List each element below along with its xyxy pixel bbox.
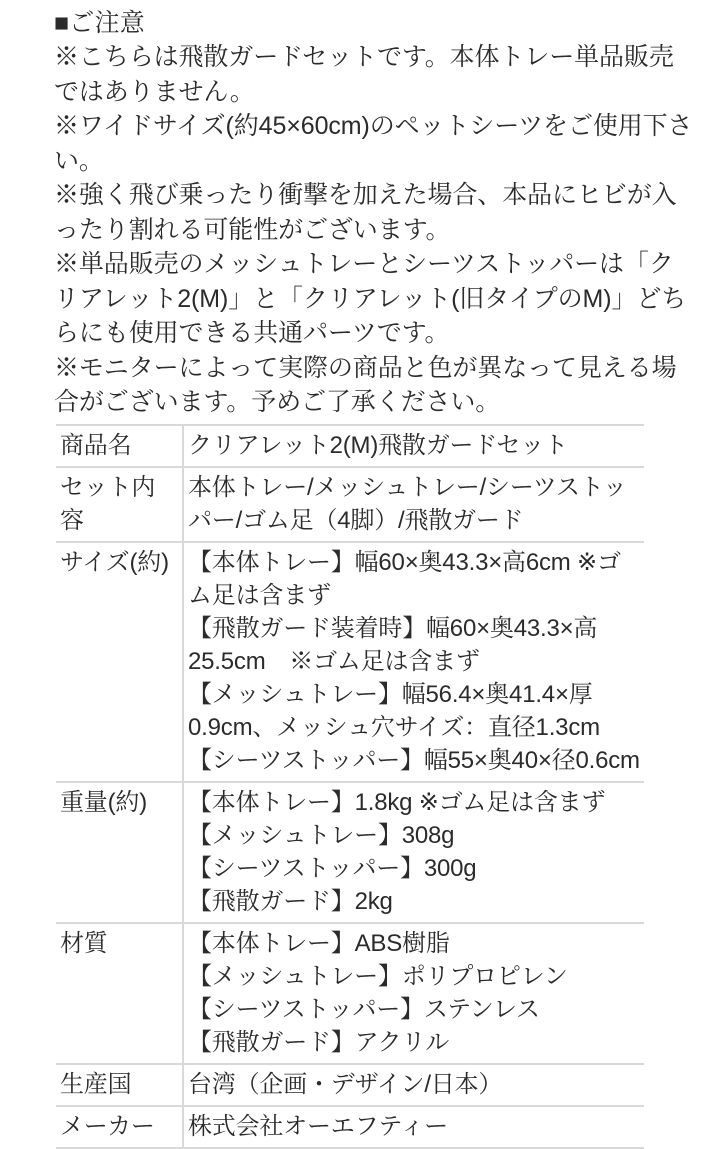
note-line: ※モニターによって実際の商品と色が異なって見える場合がございます。予めご了承ください。	[54, 353, 677, 416]
note-line: ※ワイドサイズ(約45×60cm)のペットシーツをご使用下さい。	[54, 112, 693, 175]
spec-value-line: 【本体トレー】ABS樹脂	[188, 930, 450, 957]
spec-value	[183, 1064, 644, 1106]
spec-label: 重量(約)	[56, 782, 183, 923]
table-row	[56, 782, 644, 923]
spec-value-line: 【飛散ガード】2kg	[188, 888, 393, 915]
notes-heading: ■ご注意	[54, 9, 145, 37]
note-line: ※強く飛び乗ったり衝撃を加えた場合、本品にヒビが入ったり割れる可能性がございます。	[54, 181, 677, 244]
spec-value-line: 【メッシュトレー】ポリプロピレン	[188, 963, 568, 990]
spec-value-line: 【本体トレー】1.8kg ※ゴム足は含まず	[188, 789, 606, 816]
spec-value	[183, 467, 644, 542]
spec-label: セット内容	[56, 467, 183, 542]
table-row	[56, 1064, 644, 1106]
spec-value-line: 【飛散ガード装着時】幅60×奥43.3×高25.5cm ※ゴム足は含まず	[188, 615, 598, 675]
spec-value-line: 【飛散ガード】アクリル	[188, 1029, 450, 1056]
spec-table	[56, 424, 644, 1149]
spec-value-line: 【シーツストッパー】ステンレス	[188, 996, 540, 1023]
spec-value-line: 【メッシュトレー】308g	[188, 822, 455, 849]
note-line: ※こちらは飛散ガードセットです。本体トレー単品販売ではありません。	[54, 43, 674, 106]
table-row	[56, 923, 644, 1064]
spec-value-line: 台湾（企画・デザイン/日本）	[188, 1071, 503, 1098]
spec-value-line: 【シーツストッパー】300g	[188, 855, 477, 882]
spec-label: メーカー	[56, 1106, 183, 1148]
spec-value-line: クリアレット2(M)飛散ガードセット	[188, 432, 568, 459]
spec-label: 材質	[56, 923, 183, 1064]
note-line: ※単品販売のメッシュトレーとシーツストッパーは「クリアレット2(M)」と「クリアレット(旧タイプのM)」どちらにも使用できる共通パーツです。	[54, 250, 687, 347]
table-row	[56, 1106, 644, 1148]
table-row	[56, 467, 644, 542]
table-row	[56, 542, 644, 782]
spec-value	[183, 782, 644, 923]
spec-value-line: 【本体トレー】幅60×奥43.3×高6cm ※ゴム足は含まず	[188, 549, 621, 609]
spec-value-line: 本体トレー/メッシュトレー/シーツストッパー/ゴム足（4脚）/飛散ガード	[188, 474, 627, 534]
spec-value-line: 【シーツストッパー】幅55×奥40×径0.6cm	[188, 747, 640, 774]
notes-section	[0, 0, 701, 420]
table-row	[56, 425, 644, 467]
spec-value	[183, 425, 644, 467]
spec-table-section	[56, 424, 644, 1149]
spec-label: サイズ(約)	[56, 542, 183, 782]
spec-label: 生産国	[56, 1064, 183, 1106]
spec-label: 商品名	[56, 425, 183, 467]
spec-value-line: 株式会社オーエフティー	[188, 1113, 448, 1140]
spec-value	[183, 923, 644, 1064]
spec-value	[183, 1106, 644, 1148]
spec-value-line: 【メッシュトレー】幅56.4×奥41.4×厚0.9cm、メッシュ穴サイズ：直径1.3cm	[188, 681, 600, 741]
spec-value	[183, 542, 644, 782]
